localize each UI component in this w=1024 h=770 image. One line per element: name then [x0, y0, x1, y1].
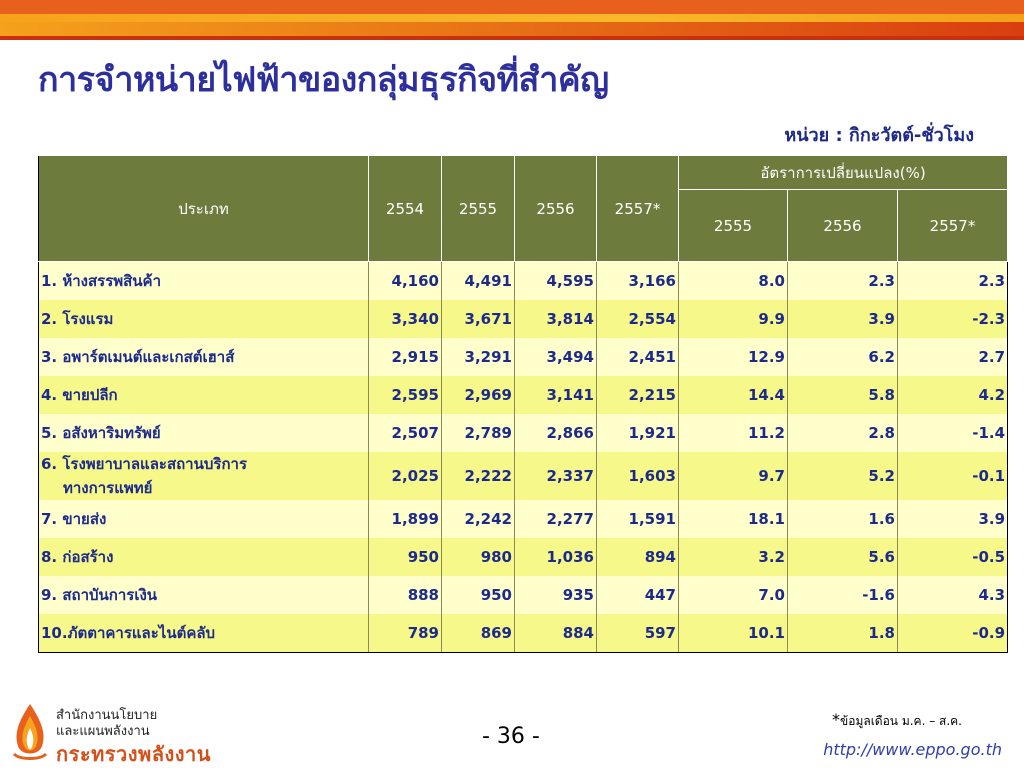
ministry-name: กระทรวงพลังงาน	[56, 742, 211, 766]
row-category	[39, 538, 369, 576]
value-cell: 3,291	[442, 338, 515, 376]
change-cell: -1.6	[788, 576, 898, 614]
value-cell: 884	[515, 614, 597, 653]
table-row	[39, 376, 1008, 414]
value-cell: 4,491	[442, 262, 515, 301]
value-cell: 950	[442, 576, 515, 614]
change-cell: 7.0	[679, 576, 788, 614]
change-cell: 2.7	[898, 338, 1008, 376]
change-cell: 1.8	[788, 614, 898, 653]
top-band	[0, 36, 1024, 40]
row-category-line: 4. ขายปลีก	[41, 386, 118, 404]
change-cell: 5.6	[788, 538, 898, 576]
value-cell: 935	[515, 576, 597, 614]
value-cell: 2,215	[597, 376, 679, 414]
change-cell: 2.3	[788, 262, 898, 301]
value-cell: 2,789	[442, 414, 515, 452]
table-row	[39, 500, 1008, 538]
change-cell: -2.3	[898, 300, 1008, 338]
value-cell: 789	[369, 614, 442, 653]
change-cell: 3.2	[679, 538, 788, 576]
change-cell: -0.9	[898, 614, 1008, 653]
value-cell: 2,451	[597, 338, 679, 376]
value-cell: 2,866	[515, 414, 597, 452]
sales-table	[38, 155, 1008, 653]
change-cell: 1.6	[788, 500, 898, 538]
page-number: - 36 -	[482, 724, 540, 749]
value-cell: 4,595	[515, 262, 597, 301]
row-category	[39, 452, 369, 500]
top-band	[0, 22, 1024, 36]
change-cell: -0.5	[898, 538, 1008, 576]
row-category-line: 2. โรงแรม	[41, 310, 114, 328]
table-row	[39, 414, 1008, 452]
value-cell: 2,222	[442, 452, 515, 500]
header-change-year: 2555	[679, 190, 788, 262]
value-cell: 888	[369, 576, 442, 614]
row-category	[39, 576, 369, 614]
value-cell: 1,036	[515, 538, 597, 576]
value-cell: 2,915	[369, 338, 442, 376]
footnote-text: ข้อมูลเดือน ม.ค. – ส.ค.	[840, 714, 962, 728]
table-row	[39, 576, 1008, 614]
header-change-year: 2556	[788, 190, 898, 262]
change-cell: 8.0	[679, 262, 788, 301]
value-cell: 950	[369, 538, 442, 576]
row-category	[39, 614, 369, 653]
change-cell: 14.4	[679, 376, 788, 414]
row-category-line: 7. ขายส่ง	[41, 510, 107, 528]
top-decor-bar	[0, 0, 1024, 42]
row-category	[39, 262, 369, 301]
row-category-line: 1. ห้างสรรพสินค้า	[41, 272, 162, 290]
top-band	[0, 14, 1024, 22]
org-name	[56, 708, 157, 740]
header-change-year: 2557*	[898, 190, 1008, 262]
org-name-line: สำนักงานนโยบาย	[56, 708, 158, 723]
value-cell: 4,160	[369, 262, 442, 301]
value-cell: 2,242	[442, 500, 515, 538]
row-category	[39, 376, 369, 414]
table-row	[39, 300, 1008, 338]
row-category	[39, 338, 369, 376]
change-cell: 6.2	[788, 338, 898, 376]
value-cell: 3,671	[442, 300, 515, 338]
value-cell: 2,969	[442, 376, 515, 414]
row-category	[39, 414, 369, 452]
page-title: การจำหน่ายไฟฟ้าของกลุ่มธุรกิจที่สำคัญ	[38, 60, 609, 100]
change-cell: -1.4	[898, 414, 1008, 452]
value-cell: 1,591	[597, 500, 679, 538]
row-category-line: 6. โรงพยาบาลและสถานบริการ	[41, 455, 248, 473]
change-cell: 3.9	[788, 300, 898, 338]
value-cell: 2,507	[369, 414, 442, 452]
change-cell: 2.8	[788, 414, 898, 452]
value-cell: 3,340	[369, 300, 442, 338]
value-cell: 447	[597, 576, 679, 614]
change-cell: 10.1	[679, 614, 788, 653]
change-cell: 5.2	[788, 452, 898, 500]
value-cell: 597	[597, 614, 679, 653]
change-cell: 4.2	[898, 376, 1008, 414]
value-cell: 980	[442, 538, 515, 576]
table-row	[39, 338, 1008, 376]
value-cell: 2,277	[515, 500, 597, 538]
table-body	[39, 262, 1008, 653]
top-band	[0, 0, 1024, 14]
change-cell: 3.9	[898, 500, 1008, 538]
row-category	[39, 300, 369, 338]
flame-logo-icon	[10, 702, 50, 762]
header-change: อัตราการเปลี่ยนแปลง(%)	[679, 156, 1008, 190]
change-cell: 9.9	[679, 300, 788, 338]
footnote	[832, 710, 962, 731]
change-cell: 9.7	[679, 452, 788, 500]
table-row	[39, 538, 1008, 576]
row-category	[39, 500, 369, 538]
row-category-line: 9. สถาบันการเงิน	[41, 586, 158, 604]
value-cell: 3,141	[515, 376, 597, 414]
row-category-line: 3. อพาร์ตเมนต์และเกสต์เฮาส์	[41, 348, 235, 366]
footnote-star: *	[832, 710, 841, 729]
header-year: 2554	[369, 156, 442, 262]
value-cell: 1,921	[597, 414, 679, 452]
table-row	[39, 452, 1008, 500]
table-row	[39, 262, 1008, 301]
value-cell: 2,554	[597, 300, 679, 338]
change-cell: 18.1	[679, 500, 788, 538]
value-cell: 1,603	[597, 452, 679, 500]
value-cell: 2,337	[515, 452, 597, 500]
row-category-line: 5. อสังหาริมทรัพย์	[41, 424, 161, 442]
unit-label: หน่วย : กิกะวัตต์-ชั่วโมง	[784, 125, 974, 146]
value-cell: 2,595	[369, 376, 442, 414]
value-cell: 3,814	[515, 300, 597, 338]
value-cell: 3,494	[515, 338, 597, 376]
change-cell: 12.9	[679, 338, 788, 376]
change-cell: 11.2	[679, 414, 788, 452]
value-cell: 1,899	[369, 500, 442, 538]
header-year: 2557*	[597, 156, 679, 262]
table-row	[39, 614, 1008, 653]
change-cell: 4.3	[898, 576, 1008, 614]
row-category-line: ทางการแพทย์	[63, 479, 153, 497]
header-year: 2556	[515, 156, 597, 262]
value-cell: 2,025	[369, 452, 442, 500]
change-cell: -0.1	[898, 452, 1008, 500]
change-cell: 2.3	[898, 262, 1008, 301]
row-category-line: 10.ภัตตาคารและไนต์คลับ	[41, 624, 216, 642]
value-cell: 3,166	[597, 262, 679, 301]
header-year: 2555	[442, 156, 515, 262]
website-link[interactable]: http://www.eppo.go.th	[823, 740, 1002, 759]
value-cell: 894	[597, 538, 679, 576]
value-cell: 869	[442, 614, 515, 653]
org-name-line: และแผนพลังงาน	[56, 724, 150, 739]
change-cell: 5.8	[788, 376, 898, 414]
row-category-line: 8. ก่อสร้าง	[41, 548, 114, 566]
header-type: ประเภท	[39, 156, 369, 262]
